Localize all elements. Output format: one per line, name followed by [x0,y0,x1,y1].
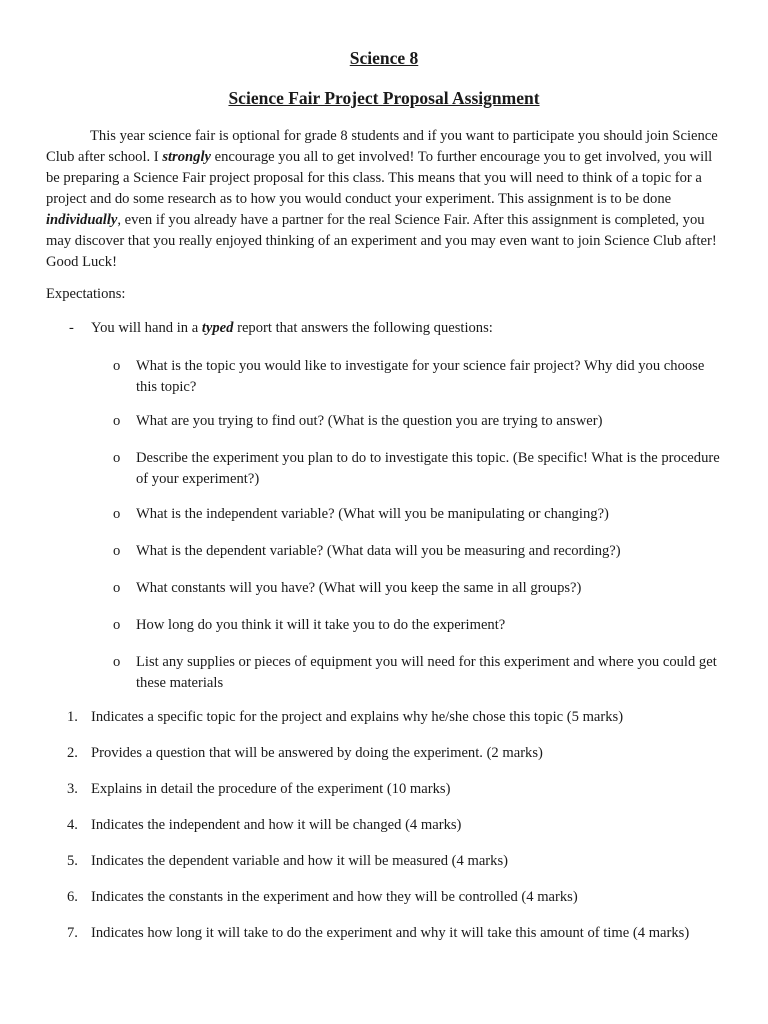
question-item [113,356,728,398]
criteria-number: 2. [67,745,78,761]
question-text: List any supplies or pieces of equipment you will need for this experiment and where you could get these materials [136,654,717,691]
criteria-number: 6. [67,889,78,905]
expectation-text [91,318,493,339]
question-text: What is the topic you would like to investigate for your science fair project? Why did you choose this topic? [136,358,705,395]
intro-emphasis-individually: individually [46,212,118,228]
expectations-label: Expectations: [46,286,126,302]
question-text: How long do you think it will it take you to do the experiment? [136,617,506,633]
question-bullet: o [113,543,121,559]
criteria-text: Indicates the dependent variable and how it will be measured (4 marks) [91,853,508,869]
expectation-emphasis-typed: typed [201,320,234,336]
criteria-text: Indicates how long it will take to do the experiment and why it will take this amount of time (4 marks) [91,925,690,941]
question-item [113,578,728,599]
question-text: Describe the experiment you plan to do to investigate this topic. (Be specific! What is the procedure of your experiment?) [136,450,720,487]
question-text: What is the dependent variable? (What data will you be measuring and recording?) [136,543,621,559]
criteria-number: 4. [67,817,78,833]
intro-text-3: , even if you already have a partner for the real Science Fair. After this assignment is completed, you may discover that you really enjoyed thinking of an experiment and you may even want to join Science Club after! Good Luck! [46,212,717,270]
intro-text-1: This year science fair is optional for grade 8 students and if you want to participate you should join Science Club after school. I [46,128,718,165]
expectation-text-post: report that answers the following questions: [233,320,493,336]
criteria-text: Indicates a specific topic for the project and explains why he/she chose this topic (5 marks) [91,709,624,725]
question-bullet: o [113,617,121,633]
question-bullet: o [113,580,121,596]
dash-bullet: - [69,320,74,336]
criteria-number: 1. [67,709,78,725]
criteria-number: 5. [67,853,78,869]
question-item [113,615,728,636]
question-bullet: o [113,450,121,466]
criteria-text: Indicates the independent and how it will be changed (4 marks) [91,817,462,833]
criteria-text: Indicates the constants in the experiment and how they will be controlled (4 marks) [91,889,578,905]
question-text: What is the independent variable? (What will you be manipulating or changing?) [136,506,609,522]
question-item [113,541,728,562]
page-title: Science 8 [349,48,419,68]
criteria-text: Provides a question that will be answered by doing the experiment. (2 marks) [91,745,543,761]
question-item [113,411,728,432]
intro-paragraph [46,126,718,273]
intro-emphasis-strongly: strongly [162,149,211,165]
question-item [113,504,728,525]
intro-text-2: encourage you all to get involved! To further encourage you to get involved, you will be preparing a Science Fair project proposal for this class. This means that you will need to think of a topic for a project and do some research as to how you would conduct your experiment. This assignment is to be done [46,149,713,207]
expectation-text-pre: You will hand in a [91,320,202,336]
question-bullet: o [113,413,121,429]
criteria-text: Explains in detail the procedure of the experiment (10 marks) [91,781,451,797]
question-bullet: o [113,358,121,374]
question-item [113,448,728,490]
assignment-title: Science Fair Project Proposal Assignment [228,88,540,108]
criteria-number: 7. [67,925,78,941]
question-text: What are you trying to find out? (What is the question you are trying to answer) [136,413,603,429]
question-bullet: o [113,506,121,522]
question-bullet: o [113,654,121,670]
question-text: What constants will you have? (What will you keep the same in all groups?) [136,580,582,596]
criteria-number: 3. [67,781,78,797]
question-item [113,652,728,694]
